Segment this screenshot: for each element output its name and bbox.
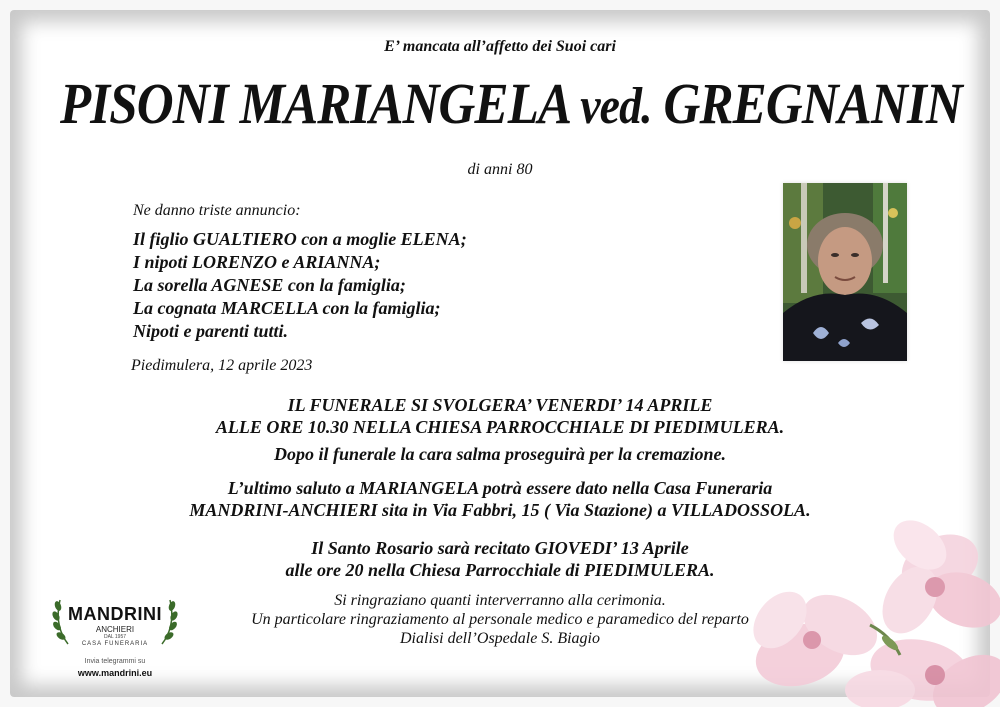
farewell-line: L’ultimo saluto a MARIANGELA potrà essere dato nella Casa Funeraria [227, 478, 773, 498]
place-date: Piedimulera, 12 aprile 2023 [131, 357, 313, 374]
flowers-icon [720, 505, 1000, 707]
rosary-line: Il Santo Rosario sarà recitato GIOVEDI’ 13 Aprile [311, 538, 689, 558]
family-line: Nipoti e parenti tutti. [133, 321, 289, 341]
funeral-line: IL FUNERALE SI SVOLGERA’ VENERDI’ 14 APRILE [287, 395, 713, 415]
funeral-info [0, 394, 1000, 438]
intro-line: E’ mancata all’affetto dei Suoi cari [384, 38, 616, 55]
thanks-line: Dialisi dell’Ospedale S. Biagio [400, 630, 600, 647]
rosary-line: alle ore 20 nella Chiesa Parrocchiale di PIEDIMULERA. [285, 560, 715, 580]
name-last: GREGNANIN [663, 71, 962, 136]
deceased-name [60, 70, 962, 137]
family-line: La cognata MARCELLA con la famiglia; [133, 298, 441, 318]
portrait-photo [783, 183, 907, 361]
logo-sub: ANCHIERI [95, 625, 135, 634]
logo-since: DAL 1957 [103, 634, 127, 640]
logo-name: MANDRINI [68, 604, 162, 624]
thanks-line: Si ringraziano quanti interverranno alla cerimonia. [334, 592, 666, 609]
logo-casa: CASA FUNERARIA [81, 641, 149, 647]
thanks-line: Un particolare ringraziamento al personale medico e paramedico del reparto [251, 611, 749, 628]
logo-website-link[interactable]: www.mandrini.eu [77, 668, 153, 678]
name-ved: ved. [580, 78, 652, 135]
cremation-line: Dopo il funerale la cara salma proseguirà per la cremazione. [273, 444, 726, 464]
funeral-line: ALLE ORE 10.30 NELLA CHIESA PARROCCHIALE DI PIEDIMULERA. [215, 417, 785, 437]
portrait-image [783, 183, 907, 361]
announce-line: Ne danno triste annuncio: [133, 202, 301, 219]
logo-invia: Invia telegrammi su [84, 658, 146, 665]
family-line: Il figlio GUALTIERO con a moglie ELENA; [133, 229, 467, 249]
age-line: di anni 80 [467, 161, 533, 178]
farewell-line: MANDRINI-ANCHIERI sita in Via Fabbri, 15 ( Via Stazione) a VILLADOSSOLA. [189, 500, 811, 520]
funeral-home-logo [48, 592, 182, 684]
family-line: La sorella AGNESE con la famiglia; [133, 275, 406, 295]
name-main: PISONI MARIANGELA [60, 71, 569, 136]
family-list [133, 228, 467, 343]
family-line: I nipoti LORENZO e ARIANNA; [133, 252, 381, 272]
